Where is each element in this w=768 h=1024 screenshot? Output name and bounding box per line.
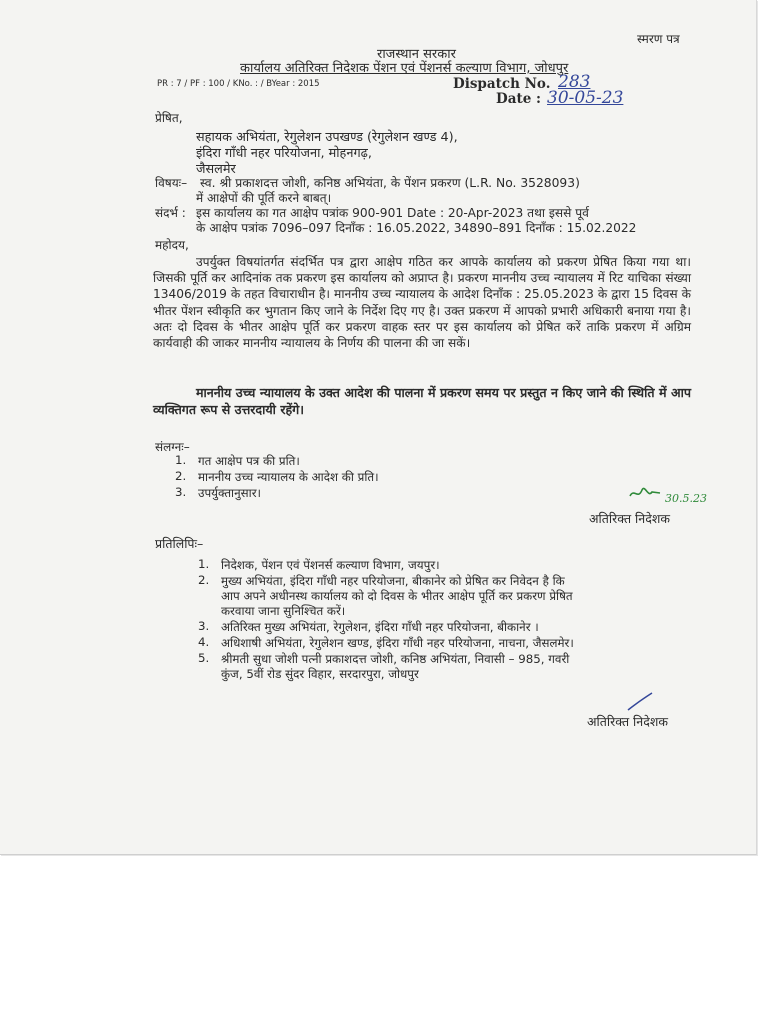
enclosures-label: संलग्नः–	[155, 440, 190, 454]
signature-designation-2: अतिरिक्त निदेशक	[587, 714, 668, 729]
reference-line: PR : 7 / PF : 100 / KNo. : / BYear : 2015	[157, 79, 320, 89]
memo-label: स्मरण पत्र	[637, 32, 680, 46]
subject-label: विषयः–	[155, 176, 188, 190]
copy-item-5-line-2: कुंज, 5वीं रोड सुंदर विहार, सरदारपुरा, जोधपुर	[221, 667, 419, 681]
government-name: राजस्थान सरकार	[377, 47, 456, 62]
reference-line-2: के आक्षेप पत्रांक 7096–097 दिनाँक : 16.05.2022, 34890–891 दिनाँक : 15.02.2022	[196, 221, 637, 235]
dispatch-label: Dispatch No.	[453, 76, 551, 92]
addressee-line-2: इंदिरा गाँधी नहर परियोजना, मोहनगढ़,	[196, 146, 372, 161]
addressee-line-3: जैसलमेर	[196, 162, 236, 177]
body-paragraph-2: माननीय उच्च न्यायालय के उक्त आदेश की पालना में प्रकरण समय पर प्रस्तुत न किए जाने की स्थिति में आप व्यक्तिगत रूप से उत्तरदायी रहेंगे।	[153, 385, 691, 417]
reference-line-1: इस कार्यालय का गत आक्षेप पत्रांक 900-901 Date : 20-Apr-2023 तथा इससे पूर्व	[196, 206, 589, 220]
subject-line-2: में आक्षेपों की पूर्ति करने बाबत्।	[196, 191, 332, 205]
date-label: Date :	[496, 91, 541, 107]
greeting: महोदय,	[155, 238, 189, 252]
dispatch-number: 283	[558, 72, 591, 92]
reference-label: संदर्भ :	[155, 206, 186, 220]
letter-page: स्मरण पत्र राजस्थान सरकार कार्यालय अतिरिक्त निदेशक पेंशन एवं पेंशनर्स कल्याण विभाग, जोधपुर PR : 7 / PF : 100 / KNo. : / BYear : 2015 Dispatch No. 283 Date : 30-05-23 प्रेषित, सहायक अभियंता, रेगुलेशन उपखण्ड (रेगुलेशन खण्ड 4), इंदिरा गाँधी नहर परियोजना, मोहनगढ़, जैसलमेर विषयः– स्व. श्री प्रकाशदत्त जोशी, कनिष्ठ अभियंता, के पेंशन प्रकरण (L.R. No. 3528093) में आक्षेपों की पूर्ति करने बाबत्। संदर्भ : इस कार्यालय का गत आक्षेप पत्रांक 900-901 Date : 20-Apr-2023 तथा इससे पूर्व के आक्षेप पत्रांक 7096–097 दिनाँक : 16.05.2022, 34890–891 दिनाँक : 15.02.2022 महोदय, उपर्युक्त विषयांतर्गत संदर्भित पत्र द्वारा आक्षेप गठित कर आपके कार्यालय को प्रकरण प्रेषित किया गया था। जिसकी पूर्ति कर आदिनांक तक प्रकरण इस कार्यालय को अप्राप्त है। प्रकरण माननीय उच्च न्यायालय में रिट याचिका संख्या 13406/2019 के तहत विचाराधीन है। माननीय उच्च न्यायालय के आदेश दिनाँक : 25.05.2023 के द्वारा 15 दिवस के भीतर पेंशन स्वीकृति कर भुगतान किए जाने के निर्देश दिए गए है। उक्त प्रकरण में आपको प्रभारी अधिकारी बनाया गया है। अतः दो दिवस के भीतर आक्षेप पूर्ति कर प्रकरण वाहक स्तर पर इस कार्यालय को प्रेषित करें ताकि प्रकरण में अग्रिम कार्यवाही की जाकर माननीय न्यायालय के निर्णय की पालना की जा सकें। माननीय उच्च न्यायालय के उक्त आदेश की पालना में प्रकरण समय पर प्रस्तुत न किए जाने की स्थिति में आप व्यक्तिगत रूप से उत्तरदायी रहेंगे। संलग्नः– 1. गत आक्षेप पत्र की प्रति। 2. माननीय उच्च न्यायालय के आदेश की प्रति। 3. उपर्युक्तानुसार। 30.5.23 अतिरिक्त निदेशक प्रतिलिपिः– 1. निदेशक, पेंशन एवं पेंशनर्स कल्याण विभाग, जयपुर। 2. मुख्य अभियंता, इंदिरा गाँधी नहर परियोजना, बीकानेर को प्रेषित कर निवेदन है कि आप अपने अधीनस्थ कार्यालय को दो दिवस के भीतर आक्षेप पूर्ति कर प्रकरण प्रेषित करवाया जाना सुनिश्चित करें। 3. अतिरिक्त मुख्य अभियंता, रेगुलेशन, इंदिरा गाँधी नहर परियोजना, बीकानेर । 4. अधिशाषी अभियंता, रेगुलेशन खण्ड, इंदिरा गाँधी नहर परियोजना, नाचना, जैसलमेर। 5. श्रीमती सुधा जोशी पत्नी प्रकाशदत्त जोशी, कनिष्ठ अभियंता, निवासी – 985, गवरी कुंज, 5वीं रोड सुंदर विहार, सरदारपुरा, जोधपुर अतिरिक्त निदेशक	[0, 0, 757, 855]
copies-label: प्रतिलिपिः–	[155, 536, 204, 551]
pen-mark	[620, 690, 660, 714]
subject-line-1: स्व. श्री प्रकाशदत्त जोशी, कनिष्ठ अभियंता, के पेंशन प्रकरण (L.R. No. 3528093)	[200, 176, 580, 190]
signature-date: 30.5.23	[665, 492, 707, 505]
signature-designation-1: अतिरिक्त निदेशक	[589, 511, 670, 526]
body-paragraph-1: उपर्युक्त विषयांतर्गत संदर्भित पत्र द्वारा आक्षेप गठित कर आपके कार्यालय को प्रकरण प्रेषित किया गया था। जिसकी पूर्ति कर आदिनांक तक प्रकरण इस कार्यालय को अप्राप्त है। प्रकरण माननीय उच्च न्यायालय में रिट याचिका संख्या 13406/2019 के तहत विचाराधीन है। माननीय उच्च न्यायालय के आदेश दिनाँक : 25.05.2023 के द्वारा 15 दिवस के भीतर पेंशन स्वीकृति कर भुगतान किए जाने के निर्देश दिए गए है। उक्त प्रकरण में आपको प्रभारी अधिकारी बनाया गया है। अतः दो दिवस के भीतर आक्षेप पूर्ति कर प्रकरण वाहक स्तर पर इस कार्यालय को प्रेषित करें ताकि प्रकरण में अग्रिम कार्यवाही की जाकर माननीय न्यायालय के निर्णय की पालना की जा सकें।	[153, 255, 691, 351]
office-name: कार्यालय अतिरिक्त निदेशक पेंशन एवं पेंशनर्स कल्याण विभाग, जोधपुर	[240, 61, 569, 76]
copy-item-2-line-2: आप अपने अधीनस्थ कार्यालय को दो दिवस के भीतर आक्षेप पूर्ति कर प्रकरण प्रेषित	[221, 589, 573, 603]
addressee-salutation: प्रेषित,	[155, 111, 183, 125]
addressee-line-1: सहायक अभियंता, रेगुलेशन उपखण्ड (रेगुलेशन खण्ड 4),	[196, 130, 458, 145]
copy-item-2-line-3: करवाया जाना सुनिश्चित करें।	[221, 604, 346, 618]
dispatch-date: 30-05-23	[547, 88, 624, 108]
